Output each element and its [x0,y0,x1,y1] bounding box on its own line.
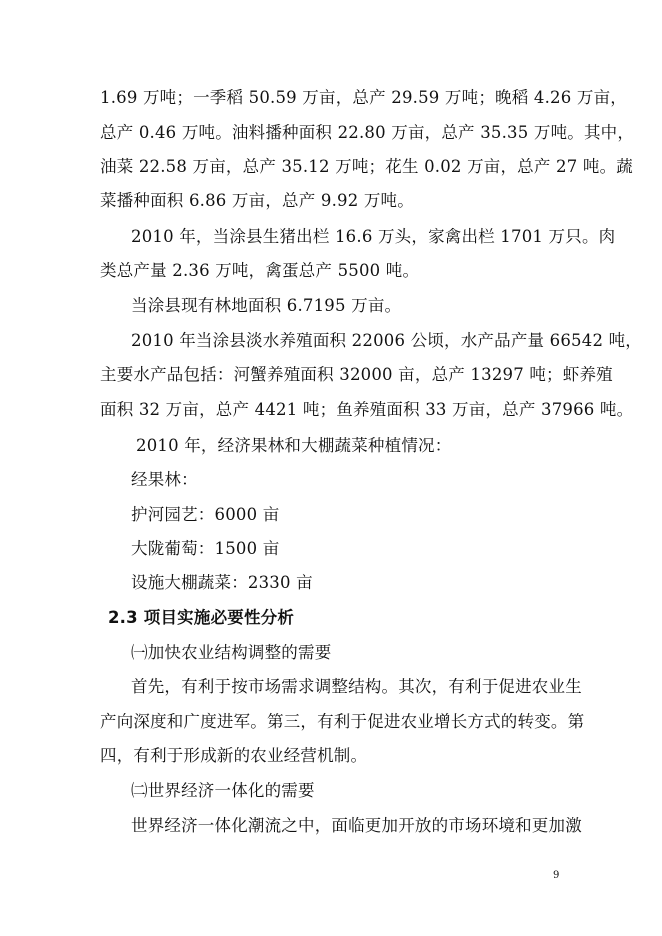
livestock-line-1: 2010 年，当涂县生猪出栏 16.6 万头，家禽出栏 1701 万只。肉 [131,227,616,246]
aquaculture-line-2: 主要水产品包括：河蟹养殖面积 32000 亩，总产 13297 吨；虾养殖 [100,365,613,384]
orchard-label: 经果林： [131,470,198,489]
section-heading: 2.3 项目实施必要性分析 [108,608,295,627]
subsection-2-line-1: 世界经济一体化潮流之中，面临更加开放的市场环境和更加激 [131,816,582,835]
crops-line-4: 菜播种面积 6.86 万亩，总产 9.92 万吨。 [100,191,414,210]
subsection-2-heading: ㈡世界经济一体化的需要 [131,781,315,800]
crops-line-2: 总产 0.46 万吨。油料播种面积 22.80 万亩，总产 35.35 万吨。其中， [100,123,635,142]
orchard-intro: 2010 年，经济果林和大棚蔬菜种植情况： [136,436,452,455]
aquaculture-line-1: 2010 年当涂县淡水养殖面积 22006 公顷，水产品产量 66542 吨， [131,331,642,350]
forest-line: 当涂县现有林地面积 6.7195 万亩。 [131,296,402,315]
page-number: 9 [553,870,560,881]
crops-line-1: 1.69 万吨；一季稻 50.59 万亩，总产 29.59 万吨；晚稻 4.26 万亩， [100,88,627,107]
orchard-item: 大陇葡萄：1500 亩 [131,539,280,558]
subsection-1-line-3: 四，有利于形成新的农业经营机制。 [100,746,368,765]
crops-line-3: 油菜 22.58 万亩，总产 35.12 万吨；花生 0.02 万亩，总产 27 吨。蔬 [100,157,633,176]
livestock-line-2: 类总产量 2.36 万吨，禽蛋总产 5500 吨。 [100,261,420,280]
orchard-item: 护河园艺：6000 亩 [131,505,280,524]
subsection-1-line-2: 产向深度和广度进军。第三，有利于促进农业增长方式的转变。第 [100,712,585,731]
subsection-1-heading: ㈠加快农业结构调整的需要 [131,643,332,662]
subsection-1-line-1: 首先，有利于按市场需求调整结构。其次，有利于促进农业生 [131,677,582,696]
aquaculture-line-3: 面积 32 万亩，总产 4421 吨；鱼养殖面积 33 万亩，总产 37966 吨。 [100,400,634,419]
orchard-item: 设施大棚蔬菜：2330 亩 [131,573,313,592]
